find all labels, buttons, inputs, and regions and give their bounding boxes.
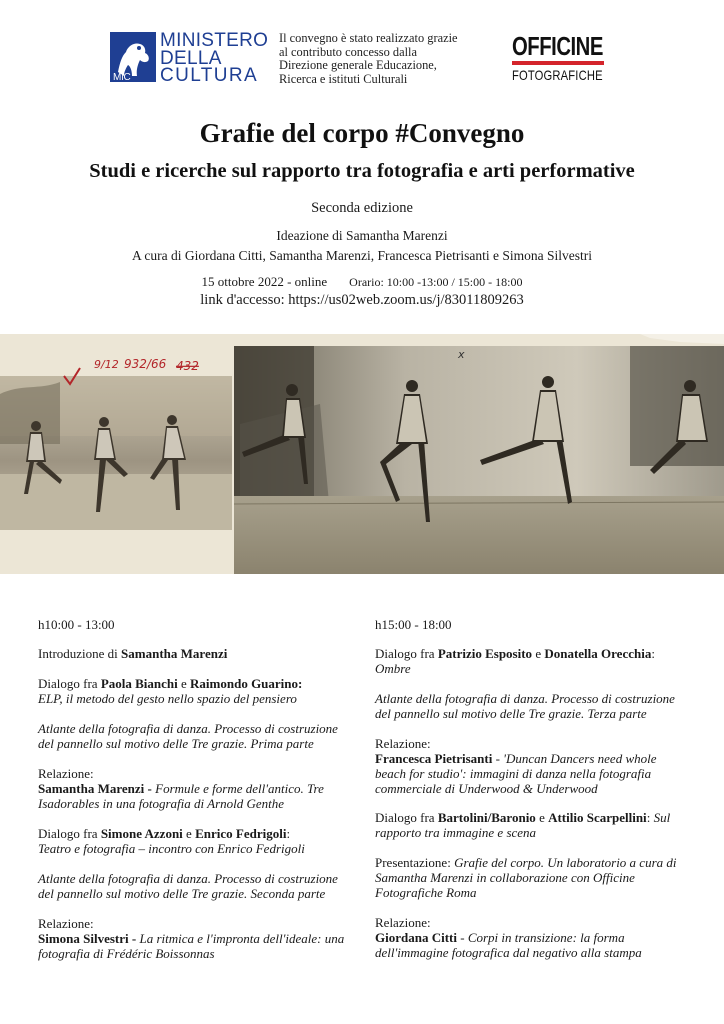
program-item-atlas: Atlante della fotografia di danza. Processo di costruzione del pannello sul motivo delle Tre grazie. Prima parte bbox=[38, 721, 338, 751]
program-item-relazione bbox=[375, 915, 690, 960]
curated-by-line: A cura di Giordana Citti, Samantha Marenzi, Francesca Pietrisanti e Simona Silvestri bbox=[131, 248, 592, 263]
ministero-wordmark bbox=[160, 32, 268, 85]
dialog-conj: e bbox=[182, 826, 196, 841]
intro-prefix: Introduzione di bbox=[38, 646, 122, 661]
program-item-intro bbox=[38, 646, 356, 661]
dialog-conj: e bbox=[177, 676, 191, 691]
dialog-prefix: Dialogo fra bbox=[375, 810, 438, 825]
speaker-name: Samantha Marenzi bbox=[38, 781, 145, 796]
presentazione-prefix: Presentazione: bbox=[375, 855, 455, 870]
speaker-name: Paola Bianchi bbox=[100, 676, 178, 691]
officine-logo-top: OFFICINE bbox=[512, 31, 603, 61]
program-item-dialog bbox=[38, 676, 356, 706]
session-time-morning: h10:00 - 13:00 bbox=[38, 617, 115, 632]
separator: - bbox=[144, 781, 156, 796]
program-item-relazione bbox=[38, 766, 356, 811]
speaker-name: Patrizio Esposito bbox=[437, 646, 533, 661]
speaker-name: Enrico Fedrigoli bbox=[195, 826, 287, 841]
program-item-dialog bbox=[38, 826, 356, 856]
dance-photograph-strip bbox=[0, 334, 724, 574]
speaker-name: Raimondo Guarino: bbox=[190, 676, 303, 691]
speaker-name: Donatella Orecchia bbox=[544, 646, 652, 661]
separator: - bbox=[492, 751, 504, 766]
program-item-atlas: Atlante della fotografia di danza. Processo di costruzione del pannello sul motivo delle Tre grazie. Seconda parte bbox=[38, 871, 338, 901]
photo-annotation-2: 932/66 bbox=[124, 357, 167, 371]
relazione-label: Relazione: bbox=[375, 736, 431, 751]
speaker-name: Samantha Marenzi bbox=[121, 646, 228, 661]
event-date: 15 ottobre 2022 - online bbox=[201, 274, 328, 289]
program-item-dialog bbox=[375, 810, 690, 840]
officine-fotografiche-logo bbox=[512, 33, 612, 82]
edition-label: Seconda edizione bbox=[311, 200, 413, 216]
relazione-label: Relazione: bbox=[38, 766, 94, 781]
program-morning bbox=[38, 617, 356, 976]
funding-note-line: Il convegno è stato realizzato grazie bbox=[279, 31, 458, 45]
ideazione-line: Ideazione di Samantha Marenzi bbox=[276, 228, 448, 243]
talk-title: La ritmica e l'impronta dell'ideale: una fotografia di Frédéric Boissonnas bbox=[38, 931, 345, 961]
program-afternoon bbox=[375, 617, 690, 975]
ministero-line-2: DELLA bbox=[160, 47, 222, 69]
funding-note-line: al contributo concesso dalla bbox=[279, 44, 417, 59]
ministero-line-1: MINISTERO bbox=[160, 30, 269, 51]
speaker-name: Simona Silvestri bbox=[38, 931, 129, 946]
dialog-prefix: Dialogo fra bbox=[38, 676, 101, 691]
relazione-label: Relazione: bbox=[38, 916, 94, 931]
access-link[interactable]: link d'accesso: https://us02web.zoom.us/j/83011809263 bbox=[200, 292, 524, 308]
program-item-atlas: Atlante della fotografia di danza. Processo di costruzione del pannello sul motivo delle Tre grazie. Terza parte bbox=[375, 691, 675, 721]
speaker-name: Simone Azzoni bbox=[100, 826, 183, 841]
mic-mark: MiC bbox=[113, 72, 131, 82]
talk-title: Teatro e fotografia – incontro con Enrico Fedrigoli bbox=[38, 841, 305, 856]
dialog-colon: : bbox=[646, 810, 654, 825]
dance-photograph-image bbox=[0, 334, 724, 574]
ministero-cultura-logo bbox=[110, 32, 270, 84]
funding-note bbox=[279, 32, 494, 86]
page-title: Grafie del corpo #Convegno bbox=[199, 118, 525, 148]
officine-logo-bottom: FOTOGRAFICHE bbox=[512, 67, 603, 83]
funding-note-line: Ricerca e istituti Culturali bbox=[279, 71, 408, 86]
photo-annotation-1: 9/12 bbox=[94, 358, 119, 371]
dialog-conj: e bbox=[532, 646, 545, 661]
photo-mark: x bbox=[458, 348, 465, 361]
dialog-colon: : bbox=[651, 646, 655, 661]
mic-emblem-icon bbox=[110, 32, 156, 82]
date-line bbox=[0, 274, 724, 290]
dialog-colon: : bbox=[286, 826, 291, 841]
talk-title: ELP, il metodo del gesto nello spazio del pensiero bbox=[38, 691, 297, 706]
talk-title: Sul rapporto tra immagine e scena bbox=[375, 810, 671, 840]
separator: - bbox=[128, 931, 140, 946]
program-item-dialog bbox=[375, 646, 690, 676]
talk-title: Formule e forme dell'antico. Tre Isadorables in una fotografia di Arnold Genthe bbox=[38, 781, 324, 811]
session-time-afternoon: h15:00 - 18:00 bbox=[375, 617, 452, 632]
dialog-prefix: Dialogo fra bbox=[375, 646, 438, 661]
speaker-name: Bartolini/Baronio bbox=[437, 810, 536, 825]
speaker-name: Giordana Citti bbox=[375, 930, 457, 945]
event-schedule: Orario: 10:00 -13:00 / 15:00 - 18:00 bbox=[349, 275, 523, 289]
separator: - bbox=[456, 930, 468, 945]
dialog-prefix: Dialogo fra bbox=[38, 826, 101, 841]
program-item-relazione bbox=[375, 736, 690, 796]
funding-note-line: Direzione generale Educazione, bbox=[279, 58, 437, 72]
relazione-label: Relazione: bbox=[375, 915, 431, 930]
speaker-name: Francesca Pietrisanti bbox=[375, 751, 493, 766]
talk-title: 'Duncan Dancers need whole beach for studio': immagini di danza nella fotografia commerciale di Underwood & Underwood bbox=[375, 751, 657, 796]
ministero-line-3: CULTURA bbox=[160, 65, 259, 86]
photo-annotation-3: 432 bbox=[176, 359, 199, 373]
program-item-presentazione bbox=[375, 855, 690, 900]
talk-title: Corpi in transizione: la forma dell'immagine fotografica dal negativo alla stampa bbox=[375, 930, 642, 960]
dialog-conj: e bbox=[535, 810, 549, 825]
speaker-name: Attilio Scarpellini bbox=[548, 810, 647, 825]
talk-title: Ombre bbox=[375, 661, 411, 676]
program-item-relazione bbox=[38, 916, 356, 961]
page-subtitle: Studi e ricerche sul rapporto tra fotografia e arti performative bbox=[89, 160, 635, 182]
talk-title: Grafie del corpo. Un laboratorio a cura di Samantha Marenzi in collaborazione con Officine Fotografiche Roma bbox=[375, 855, 677, 900]
officine-logo-bar bbox=[512, 61, 604, 65]
